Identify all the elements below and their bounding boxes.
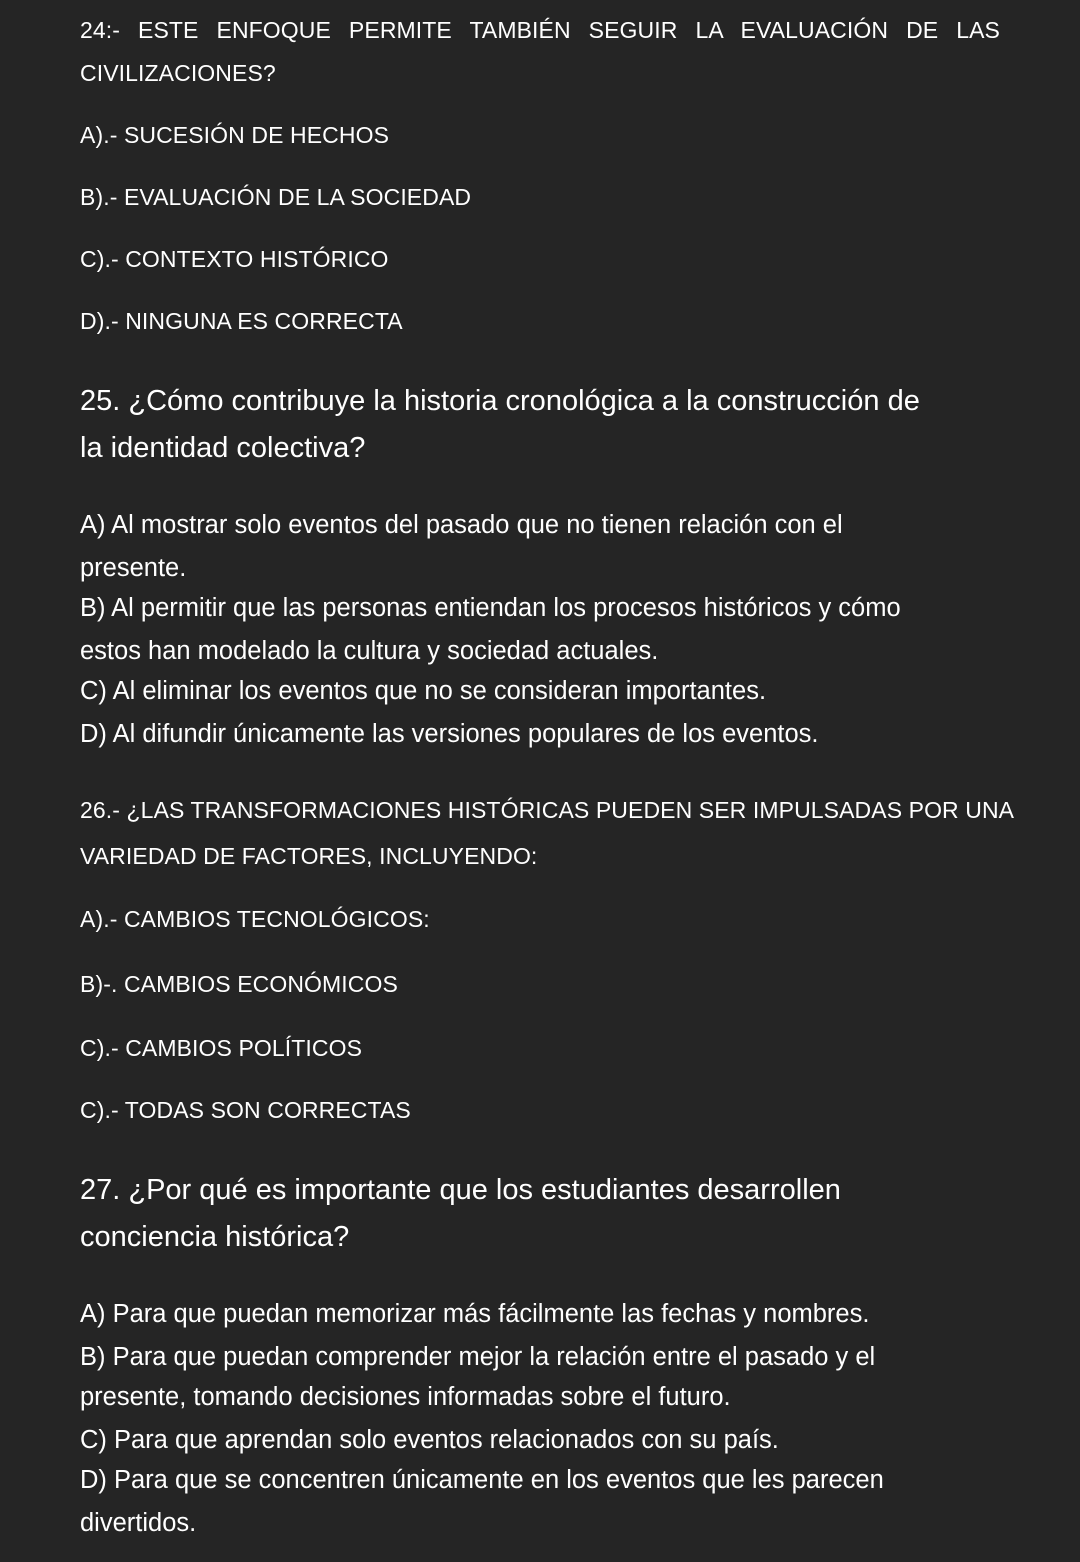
question-25-option-line-3: B) Al permitir que las personas entiendan los procesos históricos y cómo (80, 594, 901, 622)
question-26-text-line-1: 26.- ¿LAS TRANSFORMACIONES HISTÓRICAS PUEDEN SER IMPULSADAS POR UNA (80, 797, 1015, 823)
question-27-text-line-1: 27. ¿Por qué es importante que los estudiantes desarrollen (80, 1174, 841, 1206)
question-26-option-d: C).- TODAS SON CORRECTAS (80, 1097, 411, 1123)
question-27-text-line-2: conciencia histórica? (80, 1221, 350, 1253)
question-25-text-line-2: la identidad colectiva? (80, 432, 366, 464)
question-24-text-line-2: CIVILIZACIONES? (80, 60, 276, 86)
question-26-option-b: B)-. CAMBIOS ECONÓMICOS (80, 971, 398, 997)
question-25-option-line-2: presente. (80, 554, 187, 582)
question-25-option-line-1: A) Al mostrar solo eventos del pasado que no tienen relación con el (80, 511, 843, 539)
question-27-option-line-1: A) Para que puedan memorizar más fácilmente las fechas y nombres. (80, 1300, 870, 1328)
question-24-option-a: A).- SUCESIÓN DE HECHOS (80, 122, 390, 148)
question-26-option-c: C).- CAMBIOS POLÍTICOS (80, 1035, 363, 1061)
question-25-option-line-6: D) Al difundir únicamente las versiones populares de los eventos. (80, 720, 819, 748)
question-24-option-c: C).- CONTEXTO HISTÓRICO (80, 246, 389, 272)
question-27-option-line-2: B) Para que puedan comprender mejor la relación entre el pasado y el (80, 1343, 876, 1371)
question-25-option-line-4: estos han modelado la cultura y sociedad actuales. (80, 637, 659, 665)
question-25-option-line-5: C) Al eliminar los eventos que no se consideran importantes. (80, 677, 767, 705)
question-24-text-line-1: 24:- ESTE ENFOQUE PERMITE TAMBIÉN SEGUIR LA EVALUACIÓN DE LAS (80, 17, 1000, 43)
question-26-option-a: A).- CAMBIOS TECNOLÓGICOS: (80, 906, 430, 932)
question-27-option-line-3: presente, tomando decisiones informadas sobre el futuro. (80, 1383, 731, 1411)
question-24-option-d: D).- NINGUNA ES CORRECTA (80, 308, 403, 334)
question-25-text-line-1: 25. ¿Cómo contribuye la historia cronológica a la construcción de (80, 385, 920, 417)
question-27-option-line-5: D) Para que se concentren únicamente en los eventos que les parecen (80, 1466, 884, 1494)
question-27-option-line-6: divertidos. (80, 1509, 197, 1537)
question-27-option-line-4: C) Para que aprendan solo eventos relacionados con su país. (80, 1426, 779, 1454)
question-26-text-line-2: VARIEDAD DE FACTORES, INCLUYENDO: (80, 843, 538, 869)
question-24-option-b: B).- EVALUACIÓN DE LA SOCIEDAD (80, 184, 472, 210)
